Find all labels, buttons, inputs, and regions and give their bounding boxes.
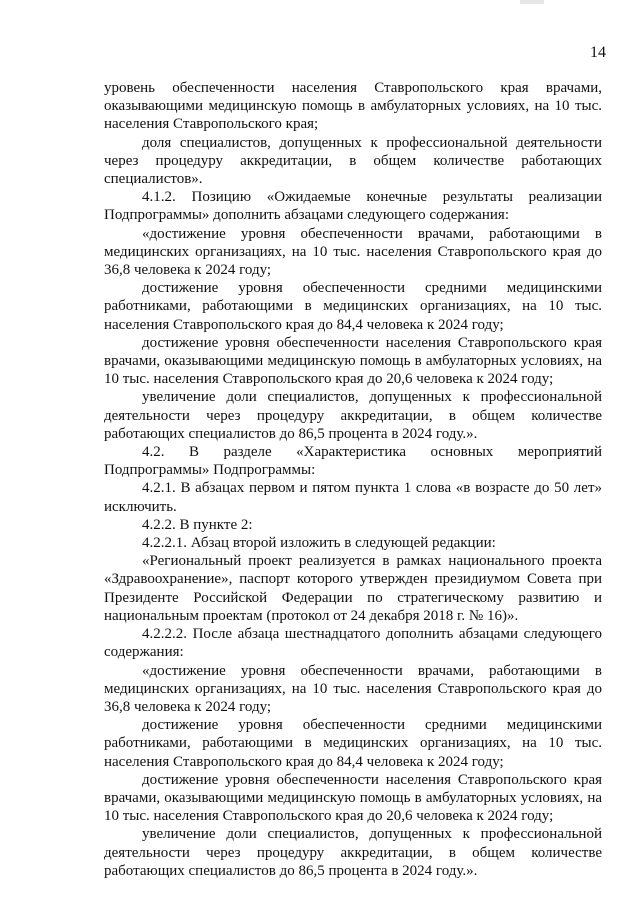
- paragraph: достижение уровня обеспеченности средними медицинскими работниками, работающими в медицинских организациях, на 10 тыс. населения Ставропольского края до 84,4 человека к 2024 году;: [104, 280, 602, 333]
- paragraph: «достижение уровня обеспеченности врачами, работающими в медицинских организациях, на 10 тыс. населения Ставропольского края до 36,8 человека к 2024 году;: [104, 662, 602, 715]
- paragraph: достижение уровня обеспеченности средними медицинскими работниками, работающими в медицинских организациях, на 10 тыс. населения Ставропольского края до 84,4 человека к 2024 году;: [104, 717, 602, 770]
- paragraph: доля специалистов, допущенных к профессиональной деятельности через процедуру аккредитации, в общем количестве работающих специалистов».: [104, 134, 602, 188]
- paragraph: достижение уровня обеспеченности населения Ставропольского края врачами, оказывающими медицинскую помощь в амбулаторных условиях, на 10 тыс. населения Ставропольского края до 20,6 человека к 2024 году;: [104, 771, 602, 825]
- paragraph: «достижение уровня обеспеченности врачами, работающими в медицинских организациях, на 10 тыс. населения Ставропольского края до 36,8 человека к 2024 году;: [104, 225, 602, 279]
- paragraph: достижение уровня обеспеченности населения Ставропольского края врачами, оказывающими медицинскую помощь в амбулаторных условиях, на 10 тыс. населения Ставропольского края до 20,6 человека к 2024 году;: [104, 334, 602, 388]
- paragraph-item-4-2: 4.2. В разделе «Характеристика основных мероприятий Подпрограммы» Подпрограммы:: [104, 444, 602, 479]
- paragraph: увеличение доли специалистов, допущенных к профессиональной деятельности через процедуру аккредитации, в общем количестве работающих специалистов до 86,5 процента в 2024 году.».: [104, 389, 602, 442]
- paragraph-item-4-2-1: 4.2.1. В абзацах первом и пятом пункта 1 слова «в возрасте до 50 лет» исключить.: [104, 480, 602, 515]
- paragraph-item-4-2-2-2: 4.2.2.2. После абзаца шестнадцатого дополнить абзацами следующего содержания:: [104, 626, 602, 661]
- document-body: [104, 79, 602, 880]
- paragraph: увеличение доли специалистов, допущенных к профессиональной деятельности через процедуру аккредитации, в общем количестве работающих специалистов до 86,5 процента в 2024 году.».: [104, 826, 602, 879]
- paragraph-item-4-1-2: 4.1.2. Позицию «Ожидаемые конечные результаты реализации Подпрограммы» дополнить абзацами следующего содержания:: [104, 189, 602, 224]
- scan-artifact: [520, 0, 544, 4]
- paragraph-item-4-2-2: 4.2.2. В пункте 2:: [142, 516, 253, 533]
- paragraph-item-4-2-2-1: 4.2.2.1. Абзац второй изложить в следующей редакции:: [142, 535, 496, 552]
- paragraph-continuation: уровень обеспеченности населения Ставропольского края врачами, оказывающими медицинскую помощь в амбулаторных условиях, на 10 тыс. населения Ставропольского края;: [104, 80, 602, 133]
- page-number: 14: [590, 44, 606, 61]
- paragraph: «Региональный проект реализуется в рамках национального проекта «Здравоохранение», паспорт которого утвержден президиумом Совета при Президенте Российской Федерации по стратегическому развитию и национальным проектам (протокол от 24 декабря 2018 г. № 16)».: [104, 553, 602, 624]
